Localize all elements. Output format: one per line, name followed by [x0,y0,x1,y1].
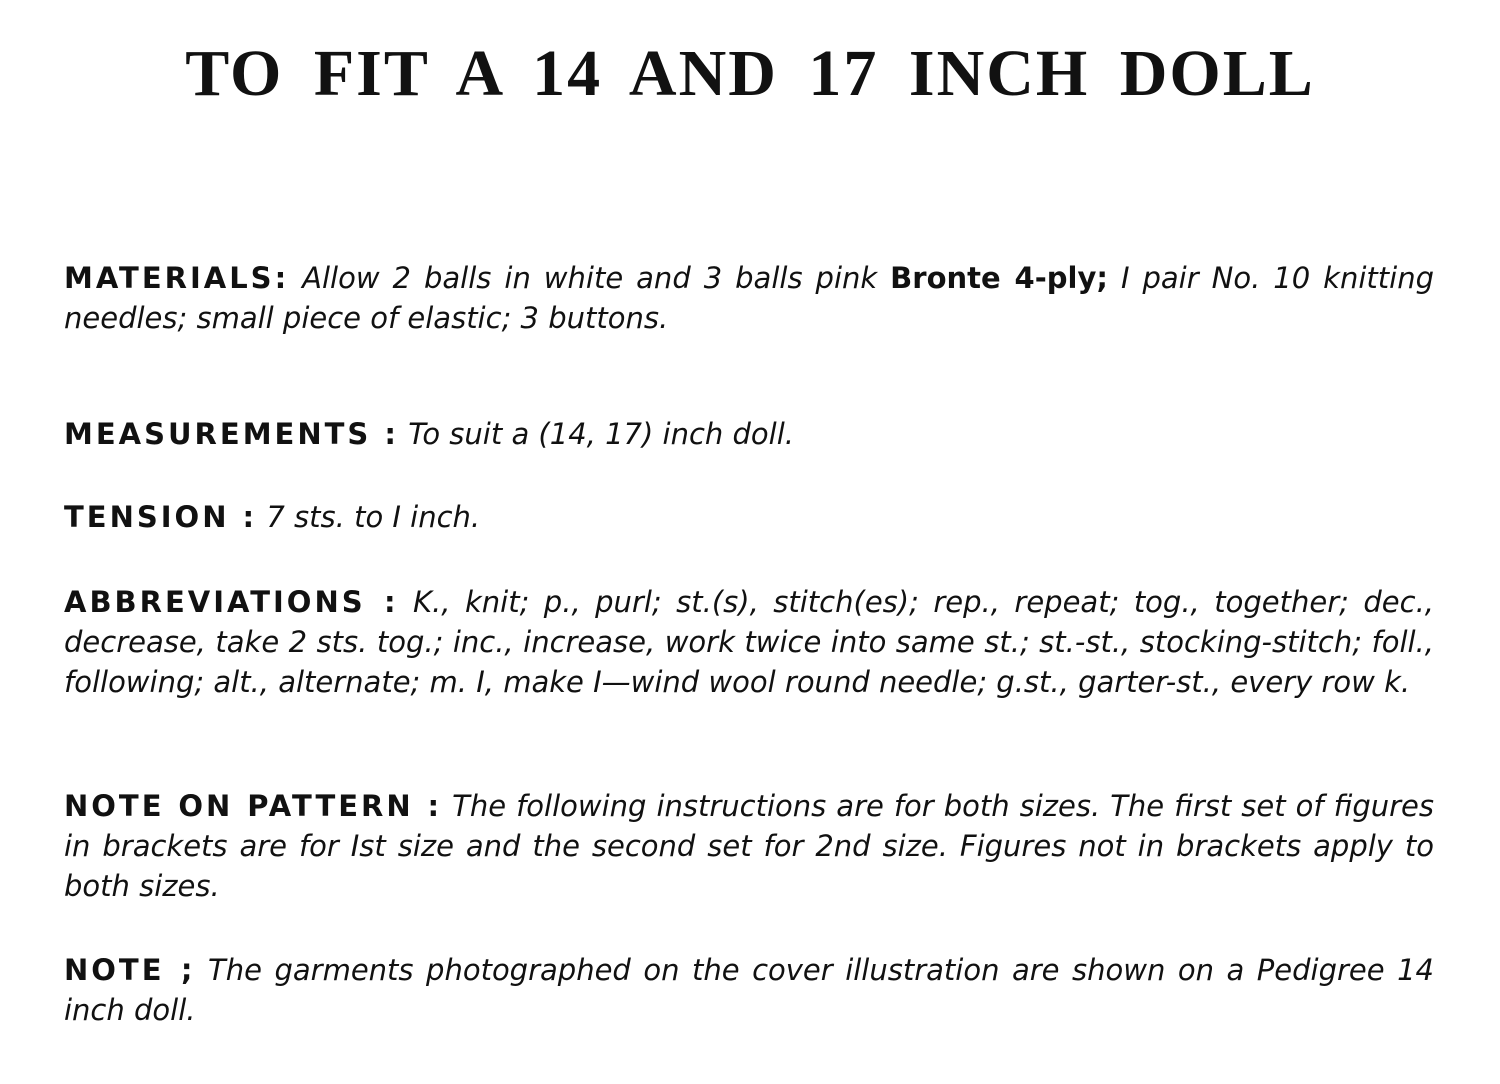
measurements-label: MEASUREMENTS : [64,417,399,451]
measurements-text: To suit a (14, 17) inch doll. [399,417,794,451]
materials-section [64,258,1434,338]
tension-label: TENSION : [64,500,258,534]
note-on-pattern-section [64,786,1434,906]
note-label: NOTE ; [64,953,196,987]
note-text: The garments photographed on the cover illustration are shown on a Pedigree 14 inch doll. [64,953,1435,1027]
page-title: TO FIT A 14 AND 17 INCH DOLL [185,37,1315,110]
tension-section [64,497,1434,537]
tension-text: 7 sts. to I inch. [257,500,481,534]
materials-yarn: Bronte 4-ply; [890,261,1108,295]
measurements-section [64,414,1434,454]
materials-text-2: I pair No. 10 knitting needles; small piece of elastic; 3 buttons. [64,261,1434,335]
abbreviations-text: K., knit; p., purl; st.(s), stitch(es); rep., repeat; tog., together; dec., decrease, take 2 sts. tog.; inc., increase, work twice into same st.; st.-st., stocking-stitch; foll., following; alt., alternate; m. I, make I—wind wool round needle; g.st., garter-st., every row k. [64,585,1435,699]
materials-text-1: Allow 2 balls in white and 3 balls pink [289,261,891,295]
abbreviations-label: ABBREVIATIONS : [64,585,399,619]
materials-label: MATERIALS: [64,261,290,295]
note-on-pattern-text: The following instructions are for both sizes. The first set of figures in brackets are for Ist size and the second set for 2nd size. Figures not in brackets apply to both sizes. [64,789,1434,903]
note-on-pattern-label: NOTE ON PATTERN : [64,789,443,823]
note-section [64,950,1434,1030]
abbreviations-section [64,582,1434,702]
